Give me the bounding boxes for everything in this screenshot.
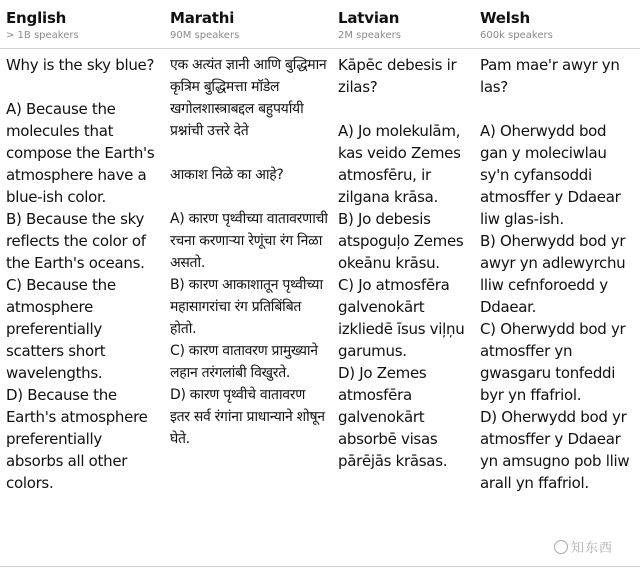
header-latvian <box>338 8 401 43</box>
language-name: Latvian <box>338 9 400 27</box>
marathi-text-cell: एक अत्यंत ज्ञानी आणि बुद्धिमान कृत्रिम बुद्धिमत्ता मॉडेल खगोलशास्त्राबद्दल बहुपर्यायी प्रश्नांची उत्तरे देते आकाश निळे का आहे? A) कारण पृथ्वीच्या वातावरणाची रचना करणाऱ्या रेणूंचा रंग निळा असतो. B) कारण आकाशातून पृथ्वीच्या महासागरांचा रंग प्रतिबिंबित होतो. C) कारण वातावरण प्रामुख्याने लहान तरंगलांबी विखुरते. D) कारण पृथ्वीचे वातावरण इतर सर्व रंगांना प्राधान्याने शोषून घेते. <box>170 57 328 447</box>
latvian-text-cell: Kāpēc debesis ir zilas? A) Jo molekulām, kas veido Zemes atmosfēru, ir zilgana krāsa. B) Jo debesis atspoguļo Zemes okeānu krāsu. C) Jo atmosfēra galvenokārt izkliedē īsus viļņu garumus. D) Jo Zemes atmosfēra galvenokārt absorbē visas pārējās krāsas. <box>338 56 465 470</box>
english-text-cell: Why is the sky blue? A) Because the molecules that compose the Earth's atmosphere have a blue-ish color. B) Because the sky reflects the color of the Earth's oceans. C) Because the atmosphere preferentially scatters short wavelengths. D) Because the Earth's atmosphere preferentially absorbs all other colors. <box>6 56 155 492</box>
header-divider <box>0 48 640 49</box>
language-name: Welsh <box>480 9 530 27</box>
speaker-count: 90M speakers <box>170 30 240 41</box>
header-welsh <box>480 8 553 43</box>
table-header <box>0 0 640 48</box>
speaker-count: > 1B speakers <box>6 30 79 41</box>
language-name: Marathi <box>170 9 235 27</box>
speaker-count: 600k speakers <box>480 30 553 41</box>
language-name: English <box>6 9 67 27</box>
header-english <box>6 8 79 43</box>
watermark-text: 知东西 <box>571 541 614 556</box>
watermark <box>554 537 613 556</box>
welsh-text-cell: Pam mae'r awyr yn las? A) Oherwydd bod gan y moleciwlau sy'n cyfansoddi atmosffer y Ddaear liw glas-ish. B) Oherwydd bod yr awyr yn adlewyrchu lliw cefnforoedd y Ddaear. C) Oherwydd bod yr atmosffer yn gwasgaru tonfeddi byr yn ffafriol. D) Oherwydd bod yr atmosffer y Ddaear yn amsugno pob lliw arall yn ffafriol. <box>480 56 630 492</box>
header-marathi <box>170 8 239 43</box>
speaker-count: 2M speakers <box>338 30 401 41</box>
watermark-logo-icon <box>554 540 568 554</box>
bottom-divider <box>0 566 640 567</box>
